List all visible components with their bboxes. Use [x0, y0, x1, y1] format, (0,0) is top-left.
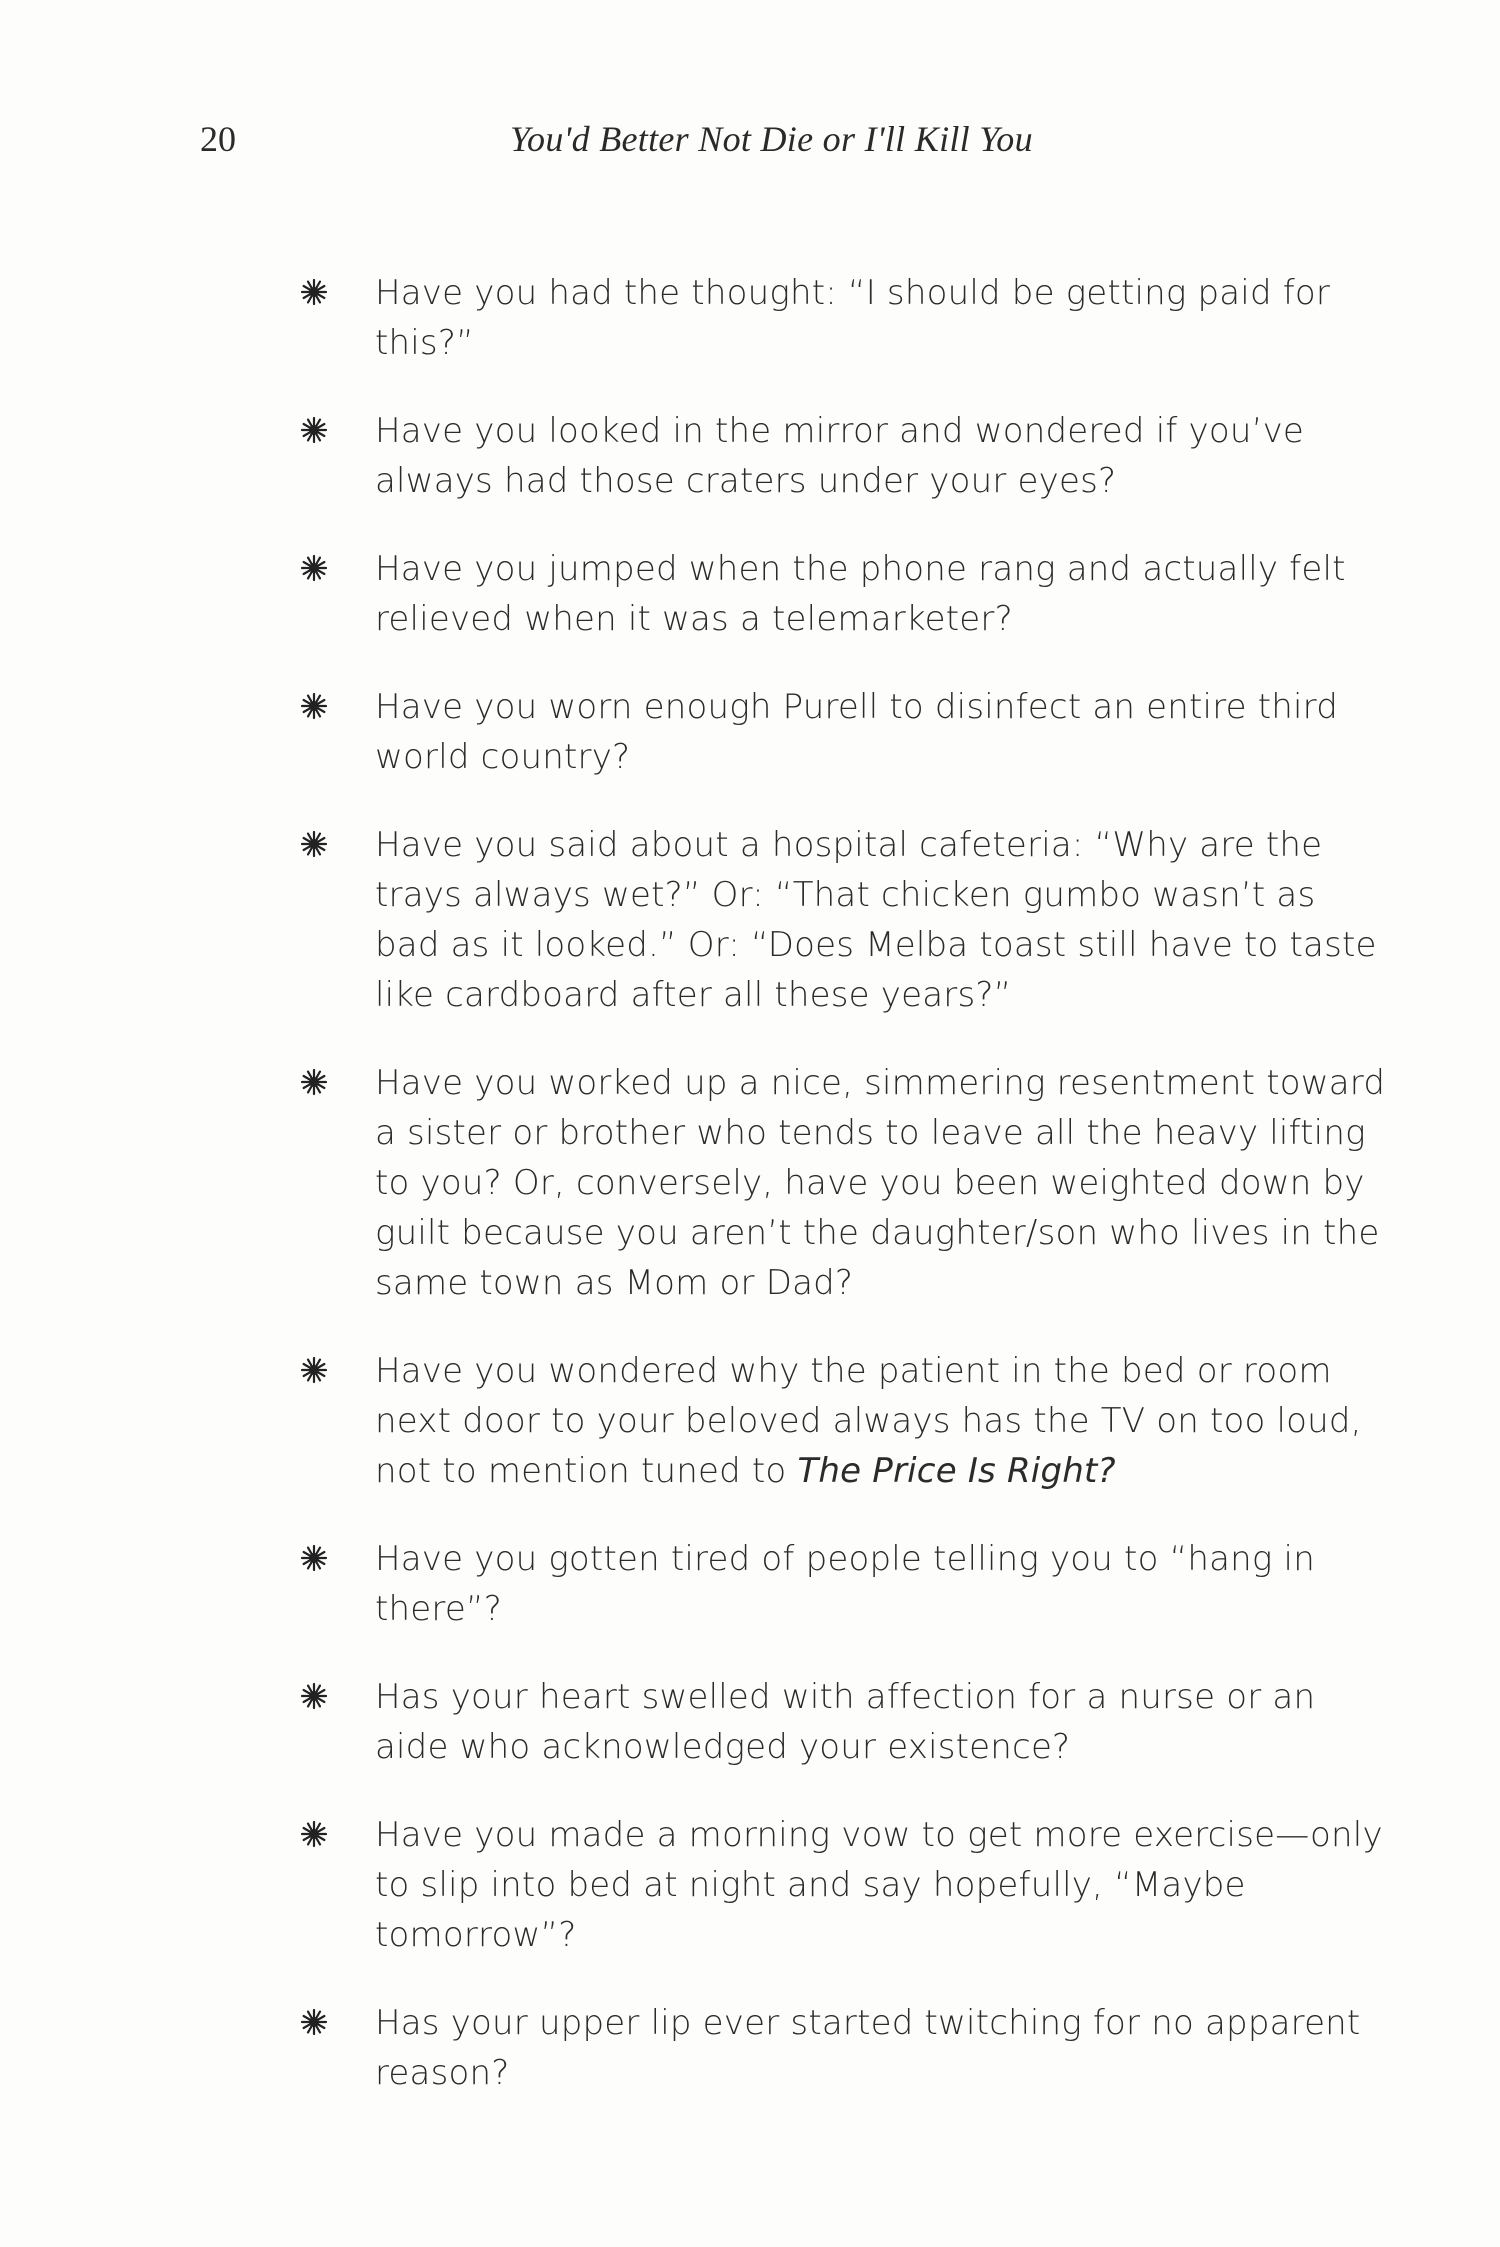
list-item-text: Have you gotten tired of people telling you to “hang in there”? [375, 1539, 1315, 1629]
asterisk-burst-icon [300, 1544, 328, 1572]
asterisk-burst-shape [300, 1068, 328, 1096]
asterisk-burst-icon [300, 278, 328, 306]
asterisk-burst-shape [300, 278, 328, 306]
list-item [300, 1672, 1390, 1772]
list-item [300, 268, 1390, 368]
list-item-text [375, 1351, 1362, 1491]
asterisk-burst-icon [300, 1682, 328, 1710]
asterisk-burst-icon [300, 2008, 328, 2036]
page-header [0, 118, 1500, 178]
list-item [300, 682, 1390, 782]
show-title-italic: The Price Is Right? [797, 1451, 1116, 1491]
list-item [300, 1534, 1390, 1634]
list-item-text: Has your heart swelled with affection for a nurse or an aide who acknowledged your existence? [375, 1677, 1316, 1767]
asterisk-burst-shape [300, 692, 328, 720]
list-item [300, 1810, 1390, 1960]
list-item-text: Has your upper lip ever started twitching for no apparent reason? [375, 2003, 1361, 2093]
list-item-text: Have you worn enough Purell to disinfect an entire third world country? [375, 687, 1339, 777]
list-item-text: Have you said about a hospital cafeteria: “Why are the trays always wet?” Or: “That chicken gumbo wasn’t as bad as it looked.” Or: “Does Melba toast still have to taste like cardboard after all these years?” [375, 825, 1377, 1015]
list-item-text: Have you had the thought: “I should be getting paid for this?” [375, 273, 1331, 363]
list-item [300, 1346, 1390, 1496]
list-item [300, 1998, 1390, 2098]
list-item-text-plain: Have you wondered why the patient in the bed or room next door to your beloved always has the TV on too loud, not to mention tuned to [375, 1351, 1362, 1491]
list-item [300, 406, 1390, 506]
question-list [300, 268, 1390, 2136]
list-item-text: Have you jumped when the phone rang and actually felt relieved when it was a telemarketer? [375, 549, 1346, 639]
asterisk-burst-icon [300, 416, 328, 444]
list-item-text: Have you made a morning vow to get more exercise—only to slip into bed at night and say hopefully, “Maybe tomorrow”? [375, 1815, 1383, 1955]
list-item-text: Have you worked up a nice, simmering resentment toward a sister or brother who tends to leave all the heavy lifting to you? Or, conversely, have you been weighted down by guilt because you aren’t the daughter/son who lives in the same town as Mom or Dad? [375, 1063, 1386, 1303]
asterisk-burst-shape [300, 554, 328, 582]
asterisk-burst-shape [300, 416, 328, 444]
page-number: 20 [200, 119, 236, 159]
asterisk-burst-shape [300, 2008, 328, 2036]
list-item [300, 544, 1390, 644]
list-item-text: Have you looked in the mirror and wondered if you’ve always had those craters under your eyes? [375, 411, 1305, 501]
asterisk-burst-shape [300, 1682, 328, 1710]
asterisk-burst-icon [300, 692, 328, 720]
asterisk-burst-icon [300, 1068, 328, 1096]
asterisk-burst-icon [300, 830, 328, 858]
asterisk-burst-shape [300, 830, 328, 858]
asterisk-burst-shape [300, 1356, 328, 1384]
asterisk-burst-icon [300, 1356, 328, 1384]
asterisk-burst-icon [300, 554, 328, 582]
running-title: You'd Better Not Die or I'll Kill You [510, 119, 1033, 159]
list-item [300, 1058, 1390, 1308]
asterisk-burst-shape [300, 1820, 328, 1848]
list-item [300, 820, 1390, 1020]
asterisk-burst-shape [300, 1544, 328, 1572]
asterisk-burst-icon [300, 1820, 328, 1848]
